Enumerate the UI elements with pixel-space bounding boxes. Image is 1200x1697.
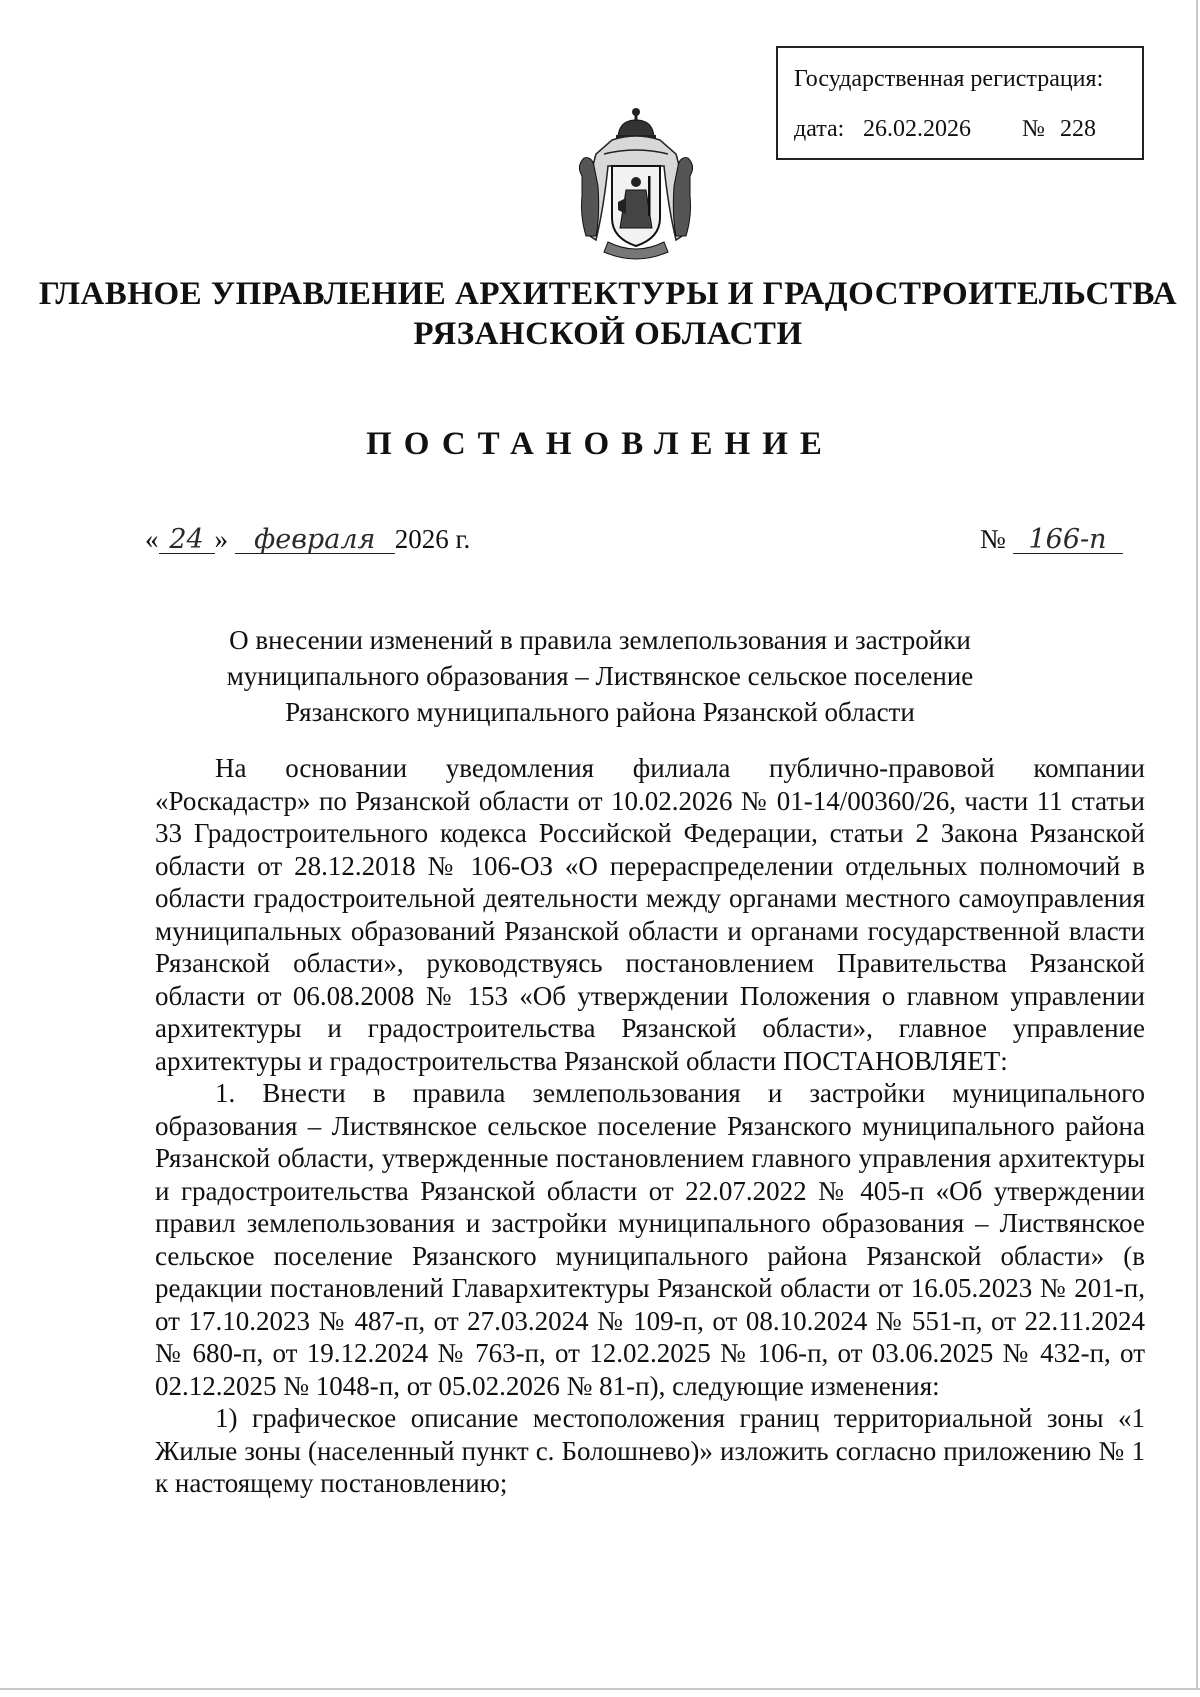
registration-number-label: №: [1022, 116, 1045, 142]
agency-name-line2: РЯЗАНСКОЙ ОБЛАСТИ: [413, 316, 803, 352]
date-close-quote: »: [214, 524, 228, 554]
document-type: ПОСТАНОВЛЕНИЕ: [366, 426, 834, 462]
registration-date: 26.02.2026: [863, 116, 971, 142]
date-year: 2026 г.: [394, 524, 471, 554]
subject-line: Рязанского муниципального района Рязанской области: [285, 697, 915, 727]
registration-number: 228: [1060, 116, 1096, 142]
registration-stamp: [776, 46, 1144, 160]
registration-title: Государственная регистрация:: [794, 66, 1104, 92]
subject-line: муниципального образования – Листвянское сельское поселение: [226, 661, 974, 691]
document-date: [145, 524, 470, 555]
subject-line: О внесении изменений в правила землепользования и застройки: [229, 625, 971, 655]
document-subject: [0, 622, 1200, 730]
handwritten-number: 166-п: [1013, 527, 1123, 554]
document-number: [980, 524, 1123, 555]
document-body: [155, 752, 1145, 1500]
date-open-quote: «: [145, 524, 159, 554]
registration-date-label: дата:: [794, 116, 845, 142]
body-paragraph: 1) графическое описание местоположения границ территориальной зоны «1 Жилые зоны (населенный пункт с. Болошнево)» изложить согласно приложению № 1 к настоящему постановлению;: [155, 1403, 1145, 1498]
handwritten-day: 24: [159, 527, 215, 554]
handwritten-month: февраля: [235, 527, 395, 554]
page-edge: [1196, 0, 1198, 1690]
body-paragraph: На основании уведомления филиала публично-правовой компании «Роскадастр» по Рязанской области от 10.02.2026 № 01-14/00360/26, части 11 статьи 33 Градостроительного кодекса Российской Федерации, статьи 2 Закона Рязанской области от 28.12.2018 № 106-ОЗ «О перераспределении отдельных полномочий в области градостроительной деятельности между органами местного самоуправления муниципальных образований Рязанской области и органами государственной власти Рязанской области», руководствуясь постановлением Правительства Рязанской области от 06.08.2008 № 153 «Об утверждении Положения о главном управлении архитектуры и градостроительства Рязанской области», главное управление архитектуры и градостроительства Рязанской области ПОСТАНОВЛЯЕТ:: [155, 753, 1145, 1076]
document-number-label: №: [980, 524, 1006, 554]
agency-name-line1: ГЛАВНОЕ УПРАВЛЕНИЕ АРХИТЕКТУРЫ И ГРАДОСТРОИТЕЛЬСТВА: [38, 276, 1178, 312]
body-paragraph: 1. Внести в правила землепользования и застройки муниципального образования – Листвянское сельское поселение Рязанского муниципального района Рязанской области, утвержденные постановлением главного управления архитектуры и градостроительства Рязанской области от 22.07.2022 № 405-п «Об утверждении правил землепользования и застройки муниципального образования – Листвянское сельское поселение Рязанского муниципального района Рязанской области» (в редакции постановлений Главархитектуры Рязанской области от 16.05.2023 № 201-п, от 17.10.2023 № 487-п, от 27.03.2024 № 109-п, от 08.10.2024 № 551-п, от 22.11.2024 № 680-п, от 19.12.2024 № 763-п, от 12.02.2025 № 106-п, от 03.06.2025 № 432-п, от 02.12.2025 № 1048-п, от 05.02.2026 № 81-п), следующие изменения:: [155, 1078, 1145, 1401]
page-edge: [0, 1688, 1200, 1690]
ryazan-coat-of-arms-icon: [568, 106, 704, 266]
